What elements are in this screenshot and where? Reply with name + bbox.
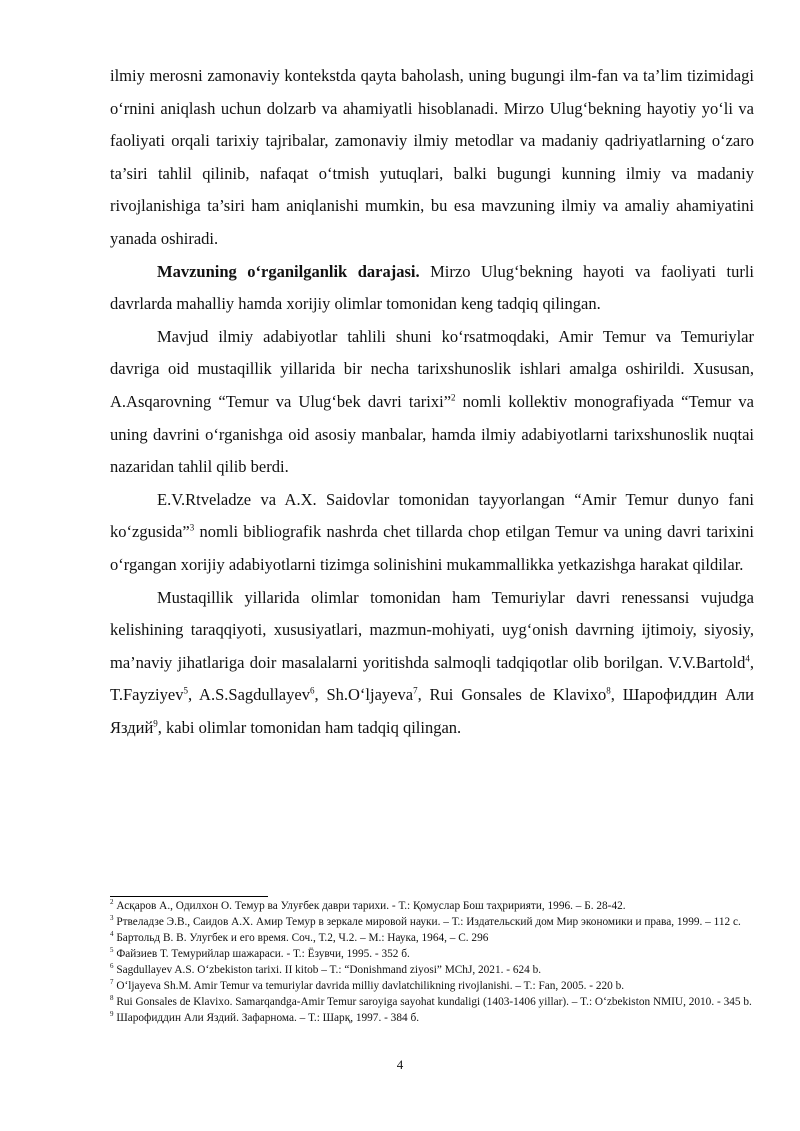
footnote-ref[interactable]: 2 xyxy=(451,392,456,403)
footnote-text: Файзиев Т. Темурийлар шажараси. - Т.: Ёзувчи, 1995. - 352 б. xyxy=(113,948,410,960)
footnote-number: 6 xyxy=(110,962,114,971)
footnote-ref[interactable]: 8 xyxy=(606,685,611,696)
footnote-ref[interactable]: 7 xyxy=(413,685,418,696)
paragraph-text: E.V.Rtveladze va A.X. Saidovlar tomonidan tayyorlangan “Amir Temur dunyo fani ko‘zgusida” xyxy=(110,489,754,542)
footnote-text: Sagdullayev A.S. O‘zbekiston tarixi. II kitob – T.: “Donishmand ziyosi” MChJ, 2021. - 624 b. xyxy=(113,964,542,976)
footnote-number: 4 xyxy=(110,930,114,939)
footnote-item xyxy=(110,1010,760,1026)
paragraph-text: , Rui Gonsales de Klavixo xyxy=(417,685,607,705)
section-heading-inline: Mavzuning o‘rganilganlik darajasi. xyxy=(157,261,420,281)
paragraph-text: nomli bibliografik nashrda chet tillarda chop etilgan Temur va uning davri tarixini o‘rgangan xorijiy adabiyotlarni tizimga solinishini mukammallikka yetkazishga harakat qildilar. xyxy=(110,522,754,574)
footnote-number: 3 xyxy=(110,914,114,923)
paragraph-independence-studies xyxy=(110,582,754,745)
footnote-ref[interactable]: 9 xyxy=(153,718,158,729)
footnote-ref[interactable]: 4 xyxy=(745,653,750,664)
footnote-text: Бартольд В. В. Улугбек и его время. Соч., Т.2, Ч.2. – М.: Наука, 1964, – С. 296 xyxy=(113,932,489,944)
footnote-number: 8 xyxy=(110,994,114,1003)
footnote-text: Rui Gonsales de Klavixo. Samarqandga-Amir Temur saroyiga sayohat kundaligi (1403-1406 yillar). – T.: O‘zbekiston NMIU, 2010. - 345 b. xyxy=(113,996,752,1008)
paragraph-text: Mustaqillik yillarida olimlar tomonidan ham Temuriylar davri renessansi vujudga kelishining taraqqiyoti, xususiyatlari, mazmun-mohiyati, uyg‘onish davrning ijtimoiy, siyosiy, ma’naviy jihatlariga doir masalalarni yoritishda salmoqli tadqiqotlar olib borilgan. V.V.Bartold xyxy=(110,587,754,672)
paragraph-study-level xyxy=(110,256,754,321)
footnote-text: O‘ljayeva Sh.M. Amir Temur va temuriylar davrida milliy davlatchilikning rivojlanishi. – T.: Fan, 2005. - 220 b. xyxy=(113,980,625,992)
footnote-item xyxy=(110,946,760,962)
paragraph-text: Mirzo Ulug‘bekning hayoti va faoliyati turli davrlarda mahalliy hamda xorijiy olimlar tomonidan keng tadqiq qilingan. xyxy=(110,261,754,314)
paragraph-literature-analysis xyxy=(110,321,754,484)
footnote-text: Шарофиддин Али Яздий. Зафарнома. – Т.: Шарқ, 1997. - 384 б. xyxy=(113,1012,420,1024)
footnote-item xyxy=(110,898,760,914)
footnote-number: 2 xyxy=(110,898,114,907)
footnote-item xyxy=(110,994,760,1010)
footnote-separator xyxy=(110,896,268,897)
footnote-ref[interactable]: 3 xyxy=(189,522,195,533)
paragraph-text: , kabi olimlar tomonidan ham tadqiq qilingan. xyxy=(157,717,462,737)
page-number: 4 xyxy=(396,1057,404,1072)
paragraph-intro xyxy=(110,60,754,256)
paragraph-text: ilmiy merosni zamonaviy kontekstda qayta baholash, uning bugungi ilm-fan va ta’lim tizimidagi o‘rnini aniqlash uchun dolzarb va ahamiyatli hisoblanadi. Mirzo Ulug‘bekning hayotiy yo‘li va faoliyati orqali tarixiy tajribalar, zamonaviy ilmiy metodlar va madaniy qadriyatlarning o‘zaro ta’siri tahlil qilinib, nafaqat o‘tmish yutuqlari, balki bugungi kunning ilmiy va madaniy rivojlanishiga ta’siri ham aniqlanishi mumkin, bu esa mavzuning ilmiy va amaliy ahamiyatini yanada oshiradi. xyxy=(110,66,754,248)
footnote-text: Ртвеладзе Э.В., Саидов А.Х. Амир Темур в зеркале мировой науки. – Т.: Издательский дом Мир экономики и права, 1999. – 112 с. xyxy=(113,916,741,928)
paragraph-text: , A.S.Sagdullayev xyxy=(187,685,310,705)
footnote-text: Асқаров А., Одилхон О. Темур ва Улуғбек даври тарихи. - Т.: Қомуслар Бош таҳририяти, 1996. – Б. 28-42. xyxy=(113,900,626,912)
footnote-number: 7 xyxy=(110,978,114,987)
paragraph-text: , Шарофиддин Али Яздий xyxy=(110,685,754,737)
footnotes xyxy=(110,898,760,1026)
footnote-number: 5 xyxy=(110,946,114,955)
footnote-item xyxy=(110,962,760,978)
footnote-item xyxy=(110,914,760,930)
paragraph-text: , T.Fayziyev xyxy=(110,652,754,705)
paragraph-text: , Sh.O‘ljayeva xyxy=(314,685,414,705)
paragraph-rtveladze xyxy=(110,484,754,582)
footnote-ref[interactable]: 5 xyxy=(183,685,188,696)
footnote-ref[interactable]: 6 xyxy=(309,685,315,696)
footnote-item xyxy=(110,930,760,946)
main-text xyxy=(110,60,754,744)
paragraph-text: Mavjud ilmiy adabiyotlar tahlili shuni ko‘rsatmoqdaki, Amir Temur va Temuriylar davriga oid mustaqillik yillarida bir necha tarixshunoslik ishlari amalga oshirildi. Xususan, A.Asqarovning “Temur va Ulug‘bek davri tarixi” xyxy=(110,326,754,411)
paragraph-text: nomli kollektiv monografiyada “Temur va uning davrini o‘rganishga oid asosiy manbalar, hamda ilmiy adabiyotlarni tarixshunoslik nuqtai nazaridan tahlil qilib berdi. xyxy=(110,391,754,477)
footnote-item xyxy=(110,978,760,994)
footnote-number: 9 xyxy=(110,1010,114,1019)
